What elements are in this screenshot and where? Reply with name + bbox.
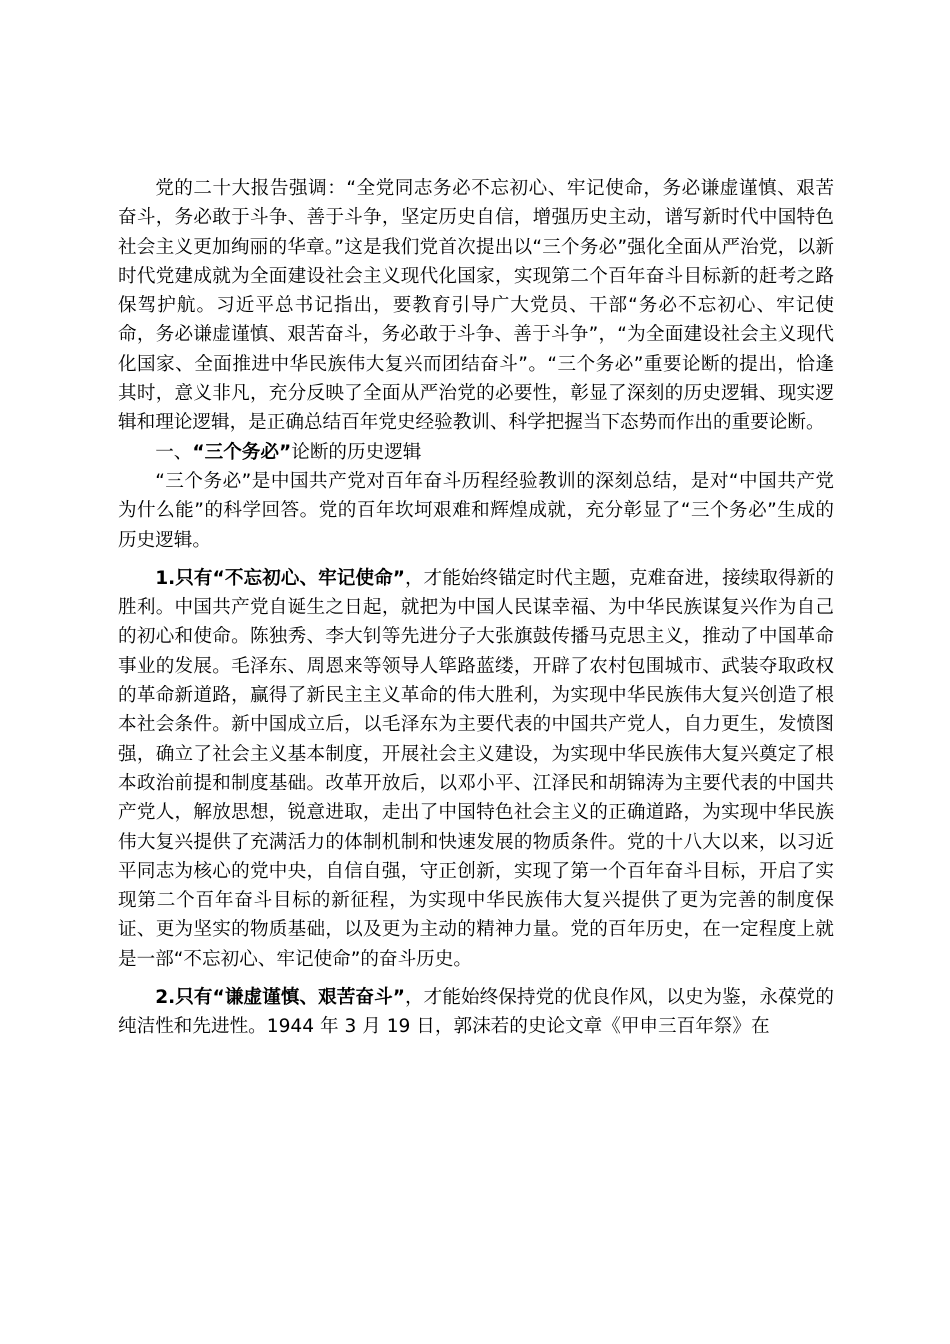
intro-paragraph: 党的二十大报告强调：“全党同志务必不忘初心、牢记使命，务必谦虚谨慎、艰苦奋斗，务必敢于斗争、善于斗争，坚定历史自信，增强历史主动，谱写新时代中国特色社会主义更加绚丽的华章。”这是我们党首次提出以“三个务必”强化全面从严治党，以新时代党建成就为全面建设社会主义现代化国家，实现第二个百年奋斗目标新的赶考之路保驾护航。习近平总书记指出，要教育引导广大党员、干部“务必不忘初心、牢记使命，务必谦虚谨慎、艰苦奋斗，务必敢于斗争、善于斗争”，“为全面建设社会主义现代化国家、全面推进中华民族伟大复兴而团结奋斗”。“三个务必”重要论断的提出，恰逢其时，意义非凡，充分反映了全面从严治党的必要性，彰显了深刻的历史逻辑、现实逻辑和理论逻辑，是正确总结百年党史经验教训、科学把握当下态势而作出的重要论断。 (118, 178, 834, 434)
point-1-lead: 1.只有“不忘初心、牢记使命” (155, 567, 405, 589)
section-heading-1 (118, 438, 834, 467)
section-heading-suffix: 论断的历史逻辑 (291, 441, 422, 463)
point-2-lead: 2.只有“谦虚谨慎、艰苦奋斗” (155, 987, 405, 1009)
point-2-paragraph (118, 983, 834, 1042)
section-heading-prefix: 一、 (155, 441, 193, 463)
point-1-body: ，才能始终锚定时代主题，克难奋进，接续取得新的胜利。中国共产党自诞生之日起，就把为中国人民谋幸福、为中华民族谋复兴作为自己的初心和使命。陈独秀、李大钊等先进分子大张旗鼓传播马克思主义，推动了中国革命事业的发展。毛泽东、周恩来等领导人筚路蓝缕，开辟了农村包围城市、武装夺取政权的革命新道路，赢得了新民主主义革命的伟大胜利，为实现中华民族伟大复兴创造了根本社会条件。新中国成立后，以毛泽东为主要代表的中国共产党人，自力更生，发愤图强，确立了社会主义基本制度，开展社会主义建设，为实现中华民族伟大复兴奠定了根本政治前提和制度基础。改革开放后，以邓小平、江泽民和胡锦涛为主要代表的中国共产党人，解放思想，锐意进取，走出了中国特色社会主义的正确道路，为实现中华民族伟大复兴提供了充满活力的体制机制和快速发展的物质条件。党的十八大以来，以习近平同志为核心的党中央，自信自强，守正创新，实现了第一个百年奋斗目标，开启了实现第二个百年奋斗目标的新征程，为实现中华民族伟大复兴提供了更为完善的制度保证、更为坚实的物质基础，以及更为主动的精神力量。党的百年历史，在一定程度上就是一部“不忘初心、牢记使命”的奋斗历史。 (118, 567, 834, 970)
section-heading-quoted: “三个务必” (192, 441, 292, 463)
point-1-paragraph (118, 564, 834, 974)
section-1-intro-paragraph: “三个务必”是中国共产党对百年奋斗历程经验教训的深刻总结，是对“中国共产党为什么能”的科学回答。党的百年坎坷艰难和辉煌成就，充分彰显了“三个务必”生成的历史逻辑。 (118, 470, 834, 551)
document-page (118, 174, 834, 1042)
point-2-body: ，才能始终保持党的优良作风，以史为鉴，永葆党的纯洁性和先进性。1944 年 3 月 19 日，郭沫若的史论文章《甲申三百年祭》在 (118, 987, 834, 1038)
